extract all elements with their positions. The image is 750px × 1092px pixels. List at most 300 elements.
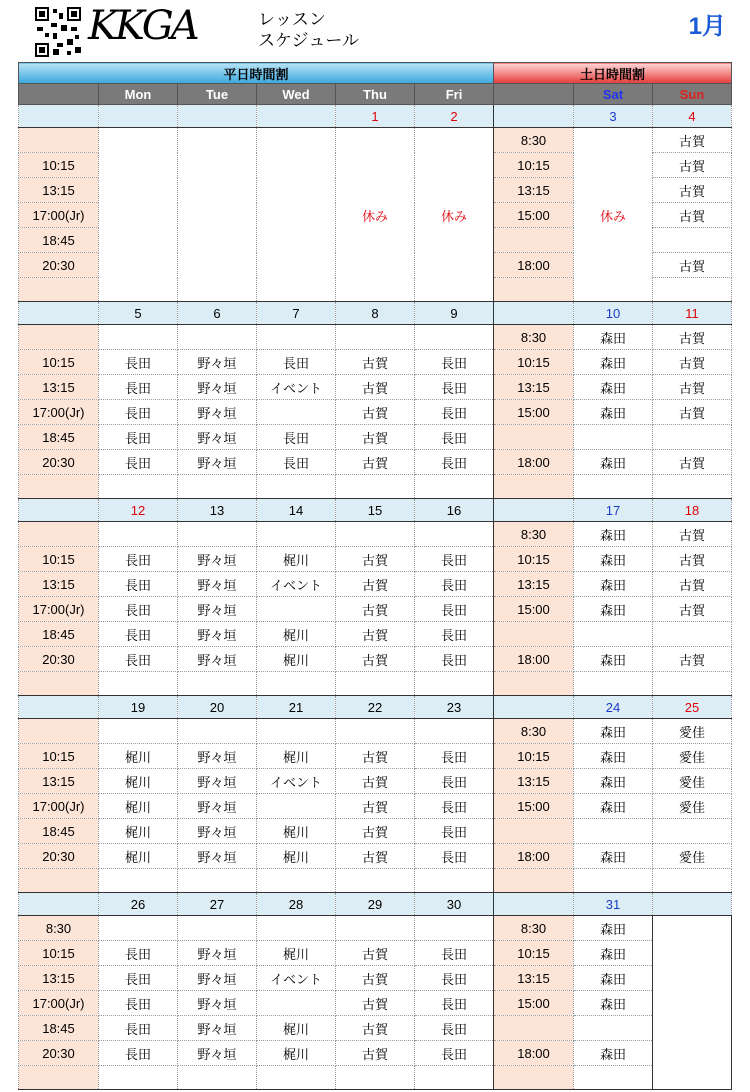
lesson-cell: 梶川 bbox=[257, 941, 336, 966]
time-slot-row bbox=[19, 719, 732, 744]
weekend-time-cell: 10:15 bbox=[494, 153, 574, 178]
date-cell bbox=[178, 105, 257, 128]
lesson-cell bbox=[336, 153, 415, 178]
lesson-cell bbox=[415, 522, 494, 547]
time-slot-row bbox=[19, 228, 732, 253]
lesson-cell: 森田 bbox=[574, 547, 653, 572]
lesson-cell bbox=[257, 475, 336, 499]
lesson-cell bbox=[336, 128, 415, 153]
date-cell bbox=[653, 893, 732, 916]
lesson-cell: イベント bbox=[257, 966, 336, 991]
lesson-cell bbox=[574, 1066, 653, 1090]
lesson-cell: 森田 bbox=[574, 916, 653, 941]
lesson-cell: 森田 bbox=[574, 1041, 653, 1066]
weekend-time-cell: 10:15 bbox=[494, 350, 574, 375]
lesson-cell bbox=[653, 991, 732, 1016]
lesson-cell: 野々垣 bbox=[178, 769, 257, 794]
lesson-cell bbox=[257, 203, 336, 228]
weekday-time-cell: 10:15 bbox=[19, 941, 99, 966]
lesson-cell bbox=[178, 719, 257, 744]
lesson-cell: 野々垣 bbox=[178, 744, 257, 769]
weekday-time-cell: 10:15 bbox=[19, 744, 99, 769]
date-cell: 4 bbox=[653, 105, 732, 128]
lesson-cell: 長田 bbox=[99, 375, 178, 400]
month-title: 1月 bbox=[688, 13, 726, 40]
lesson-cell: イベント bbox=[257, 375, 336, 400]
lesson-cell bbox=[257, 794, 336, 819]
date-cell: 2 bbox=[415, 105, 494, 128]
lesson-cell: 森田 bbox=[574, 597, 653, 622]
lesson-cell bbox=[574, 278, 653, 302]
lesson-cell: 古賀 bbox=[336, 941, 415, 966]
weekday-time-cell bbox=[19, 672, 99, 696]
lesson-cell: 古賀 bbox=[653, 547, 732, 572]
lesson-cell bbox=[415, 719, 494, 744]
lesson-cell: 森田 bbox=[574, 400, 653, 425]
lesson-cell: 古賀 bbox=[336, 572, 415, 597]
lesson-cell: 長田 bbox=[415, 547, 494, 572]
time-slot-row bbox=[19, 1016, 732, 1041]
lesson-cell bbox=[178, 278, 257, 302]
time-slot-row bbox=[19, 450, 732, 475]
day-thu: Thu bbox=[336, 84, 415, 105]
lesson-cell: 森田 bbox=[574, 325, 653, 350]
lesson-cell: 古賀 bbox=[336, 622, 415, 647]
date-cell: 20 bbox=[178, 696, 257, 719]
lesson-cell: 野々垣 bbox=[178, 572, 257, 597]
lesson-cell: 長田 bbox=[99, 547, 178, 572]
weekend-time-cell: 8:30 bbox=[494, 916, 574, 941]
lesson-cell: 野々垣 bbox=[178, 819, 257, 844]
date-cell: 5 bbox=[99, 302, 178, 325]
lesson-cell bbox=[257, 991, 336, 1016]
date-spacer bbox=[19, 499, 99, 522]
lesson-cell bbox=[99, 325, 178, 350]
lesson-cell: 長田 bbox=[99, 622, 178, 647]
weekend-time-cell: 15:00 bbox=[494, 203, 574, 228]
date-row bbox=[19, 893, 732, 916]
lesson-cell: 野々垣 bbox=[178, 425, 257, 450]
logo-subtitle: レッスン スケジュール bbox=[258, 10, 359, 51]
lesson-cell: 古賀 bbox=[336, 844, 415, 869]
lesson-cell: 森田 bbox=[574, 522, 653, 547]
date-spacer bbox=[494, 499, 574, 522]
weekday-time-cell: 13:15 bbox=[19, 572, 99, 597]
weekday-time-cell bbox=[19, 522, 99, 547]
lesson-cell: 長田 bbox=[415, 1041, 494, 1066]
lesson-cell bbox=[574, 475, 653, 499]
date-cell: 19 bbox=[99, 696, 178, 719]
lesson-cell: 愛佳 bbox=[653, 719, 732, 744]
lesson-cell: 長田 bbox=[99, 966, 178, 991]
lesson-cell: 休み bbox=[574, 203, 653, 228]
lesson-cell bbox=[653, 278, 732, 302]
date-row bbox=[19, 302, 732, 325]
lesson-cell bbox=[415, 1066, 494, 1090]
date-cell: 1 bbox=[336, 105, 415, 128]
lesson-cell: 梶川 bbox=[257, 1016, 336, 1041]
lesson-cell: 森田 bbox=[574, 350, 653, 375]
lesson-cell: 長田 bbox=[99, 941, 178, 966]
lesson-cell bbox=[336, 1066, 415, 1090]
lesson-cell: 古賀 bbox=[653, 450, 732, 475]
time-slot-row bbox=[19, 572, 732, 597]
weekend-time-cell: 13:15 bbox=[494, 178, 574, 203]
lesson-cell bbox=[415, 278, 494, 302]
lesson-cell: 梶川 bbox=[99, 769, 178, 794]
lesson-cell: 古賀 bbox=[336, 794, 415, 819]
lesson-cell: 長田 bbox=[99, 572, 178, 597]
lesson-cell: 古賀 bbox=[336, 769, 415, 794]
date-cell: 12 bbox=[99, 499, 178, 522]
date-spacer bbox=[19, 696, 99, 719]
lesson-cell bbox=[336, 325, 415, 350]
time-slot-row bbox=[19, 844, 732, 869]
date-cell: 9 bbox=[415, 302, 494, 325]
weekend-time-cell: 13:15 bbox=[494, 572, 574, 597]
weekday-time-cell bbox=[19, 1066, 99, 1090]
date-cell: 11 bbox=[653, 302, 732, 325]
lesson-cell: 長田 bbox=[99, 425, 178, 450]
lesson-cell: 古賀 bbox=[653, 203, 732, 228]
time-slot-row bbox=[19, 153, 732, 178]
lesson-cell: 古賀 bbox=[653, 253, 732, 278]
lesson-cell bbox=[257, 672, 336, 696]
lesson-cell: 古賀 bbox=[653, 572, 732, 597]
time-slot-row bbox=[19, 475, 732, 499]
weekday-time-cell bbox=[19, 325, 99, 350]
time-slot-row bbox=[19, 991, 732, 1016]
time-slot-row bbox=[19, 253, 732, 278]
time-slot-row bbox=[19, 325, 732, 350]
weekday-time-cell: 18:45 bbox=[19, 228, 99, 253]
date-cell: 31 bbox=[574, 893, 653, 916]
lesson-cell: 古賀 bbox=[336, 991, 415, 1016]
lesson-cell: 森田 bbox=[574, 769, 653, 794]
lesson-cell bbox=[653, 425, 732, 450]
time-slot-row bbox=[19, 647, 732, 672]
weekday-time-cell: 18:45 bbox=[19, 819, 99, 844]
lesson-cell bbox=[574, 228, 653, 253]
weekend-time-cell bbox=[494, 228, 574, 253]
lesson-cell: 長田 bbox=[415, 622, 494, 647]
lesson-cell bbox=[99, 253, 178, 278]
weekday-time-cell bbox=[19, 128, 99, 153]
lesson-cell bbox=[653, 966, 732, 991]
date-cell: 22 bbox=[336, 696, 415, 719]
date-cell bbox=[257, 105, 336, 128]
date-cell: 6 bbox=[178, 302, 257, 325]
weekend-time-cell bbox=[494, 1016, 574, 1041]
lesson-cell bbox=[574, 622, 653, 647]
qr-code-icon[interactable] bbox=[33, 5, 83, 59]
lesson-cell: イベント bbox=[257, 572, 336, 597]
lesson-cell: 古賀 bbox=[336, 350, 415, 375]
weekend-time-cell bbox=[494, 672, 574, 696]
lesson-cell bbox=[257, 869, 336, 893]
weekday-time-cell: 8:30 bbox=[19, 916, 99, 941]
lesson-cell bbox=[653, 1041, 732, 1066]
lesson-cell: 長田 bbox=[415, 966, 494, 991]
weekend-time-cell: 10:15 bbox=[494, 941, 574, 966]
logo: KKGA bbox=[88, 3, 197, 49]
time-slot-row bbox=[19, 966, 732, 991]
lesson-cell bbox=[257, 597, 336, 622]
day-header-row bbox=[19, 84, 732, 105]
lesson-cell: 森田 bbox=[574, 966, 653, 991]
lesson-cell: 古賀 bbox=[653, 597, 732, 622]
time-slot-row bbox=[19, 819, 732, 844]
lesson-cell bbox=[178, 916, 257, 941]
time-slot-row bbox=[19, 400, 732, 425]
lesson-cell bbox=[574, 819, 653, 844]
weekday-time-cell: 13:15 bbox=[19, 966, 99, 991]
weekday-time-cell bbox=[19, 719, 99, 744]
lesson-cell: 長田 bbox=[99, 1041, 178, 1066]
lesson-cell bbox=[574, 253, 653, 278]
lesson-cell: 梶川 bbox=[257, 819, 336, 844]
lesson-cell: 梶川 bbox=[257, 647, 336, 672]
date-cell: 16 bbox=[415, 499, 494, 522]
lesson-cell: 梶川 bbox=[257, 1041, 336, 1066]
weekend-time-cell: 15:00 bbox=[494, 400, 574, 425]
lesson-cell bbox=[257, 325, 336, 350]
lesson-cell: 森田 bbox=[574, 450, 653, 475]
weekend-time-cell: 18:00 bbox=[494, 647, 574, 672]
lesson-cell: 野々垣 bbox=[178, 941, 257, 966]
lesson-cell: 古賀 bbox=[336, 597, 415, 622]
weekday-time-cell: 20:30 bbox=[19, 647, 99, 672]
lesson-cell bbox=[178, 1066, 257, 1090]
day-sat: Sat bbox=[574, 84, 653, 105]
lesson-cell: 野々垣 bbox=[178, 400, 257, 425]
weekend-time-cell: 13:15 bbox=[494, 769, 574, 794]
header bbox=[0, 0, 750, 62]
lesson-cell: 古賀 bbox=[336, 375, 415, 400]
lesson-cell bbox=[99, 203, 178, 228]
lesson-cell bbox=[99, 178, 178, 203]
lesson-cell bbox=[574, 672, 653, 696]
lesson-cell: 森田 bbox=[574, 794, 653, 819]
lesson-cell: 古賀 bbox=[336, 819, 415, 844]
lesson-cell bbox=[653, 228, 732, 253]
lesson-cell bbox=[178, 128, 257, 153]
date-row bbox=[19, 499, 732, 522]
weekday-time-cell: 17:00(Jr) bbox=[19, 794, 99, 819]
lesson-cell bbox=[99, 672, 178, 696]
date-cell: 10 bbox=[574, 302, 653, 325]
lesson-cell bbox=[336, 869, 415, 893]
date-spacer bbox=[19, 893, 99, 916]
schedule-table bbox=[18, 62, 732, 1090]
lesson-cell bbox=[336, 278, 415, 302]
weekday-time-cell bbox=[19, 278, 99, 302]
lesson-cell: 長田 bbox=[415, 744, 494, 769]
lesson-cell: 梶川 bbox=[99, 794, 178, 819]
day-tue: Tue bbox=[178, 84, 257, 105]
weekend-time-cell bbox=[494, 622, 574, 647]
lesson-cell: 長田 bbox=[415, 794, 494, 819]
lesson-cell bbox=[257, 278, 336, 302]
weekend-time-cell: 13:15 bbox=[494, 966, 574, 991]
time-slot-row bbox=[19, 869, 732, 893]
lesson-cell bbox=[336, 228, 415, 253]
lesson-cell: 梶川 bbox=[257, 844, 336, 869]
lesson-cell: 古賀 bbox=[336, 966, 415, 991]
lesson-cell bbox=[178, 869, 257, 893]
weekday-time-cell bbox=[19, 475, 99, 499]
lesson-cell bbox=[336, 916, 415, 941]
lesson-cell bbox=[99, 228, 178, 253]
lesson-cell: 森田 bbox=[574, 572, 653, 597]
day-sun: Sun bbox=[653, 84, 732, 105]
lesson-cell bbox=[178, 153, 257, 178]
lesson-cell bbox=[99, 278, 178, 302]
lesson-cell bbox=[178, 203, 257, 228]
lesson-cell: 長田 bbox=[415, 375, 494, 400]
lesson-cell: 古賀 bbox=[336, 1016, 415, 1041]
time-slot-row bbox=[19, 425, 732, 450]
lesson-cell: 梶川 bbox=[257, 744, 336, 769]
weekday-time-cell: 18:45 bbox=[19, 1016, 99, 1041]
weekend-time-cell bbox=[494, 1066, 574, 1090]
date-row bbox=[19, 696, 732, 719]
time-slot-row bbox=[19, 672, 732, 696]
lesson-cell bbox=[574, 869, 653, 893]
lesson-cell bbox=[99, 1066, 178, 1090]
date-cell: 26 bbox=[99, 893, 178, 916]
lesson-cell bbox=[178, 325, 257, 350]
lesson-cell bbox=[99, 869, 178, 893]
time-slot-row bbox=[19, 941, 732, 966]
lesson-cell bbox=[653, 1066, 732, 1090]
weekend-time-cell: 18:00 bbox=[494, 844, 574, 869]
weekend-time-cell: 18:00 bbox=[494, 253, 574, 278]
lesson-cell bbox=[336, 253, 415, 278]
lesson-cell bbox=[415, 228, 494, 253]
lesson-cell bbox=[653, 916, 732, 941]
lesson-cell: 梶川 bbox=[257, 547, 336, 572]
lesson-cell: 長田 bbox=[415, 941, 494, 966]
lesson-cell: 休み bbox=[336, 203, 415, 228]
time-slot-row bbox=[19, 547, 732, 572]
lesson-cell: 野々垣 bbox=[178, 547, 257, 572]
lesson-cell: 野々垣 bbox=[178, 647, 257, 672]
lesson-cell bbox=[415, 178, 494, 203]
lesson-cell: 長田 bbox=[99, 647, 178, 672]
lesson-cell bbox=[653, 1016, 732, 1041]
lesson-cell bbox=[574, 128, 653, 153]
lesson-cell: 野々垣 bbox=[178, 991, 257, 1016]
lesson-cell bbox=[415, 253, 494, 278]
lesson-cell: 古賀 bbox=[653, 178, 732, 203]
lesson-cell bbox=[257, 1066, 336, 1090]
lesson-cell: 森田 bbox=[574, 744, 653, 769]
lesson-cell: 古賀 bbox=[336, 450, 415, 475]
lesson-cell: 長田 bbox=[415, 425, 494, 450]
lesson-cell: 休み bbox=[415, 203, 494, 228]
band-row bbox=[19, 63, 732, 84]
lesson-cell: 野々垣 bbox=[178, 450, 257, 475]
lesson-cell: 長田 bbox=[415, 1016, 494, 1041]
lesson-cell: 梶川 bbox=[99, 844, 178, 869]
time-slot-row bbox=[19, 916, 732, 941]
lesson-cell bbox=[336, 719, 415, 744]
lesson-cell: 愛佳 bbox=[653, 844, 732, 869]
weekday-time-cell: 10:15 bbox=[19, 350, 99, 375]
lesson-cell: 愛佳 bbox=[653, 794, 732, 819]
time-slot-row bbox=[19, 622, 732, 647]
time-slot-row bbox=[19, 1066, 732, 1090]
weekend-time-cell: 15:00 bbox=[494, 794, 574, 819]
date-cell: 27 bbox=[178, 893, 257, 916]
lesson-cell bbox=[574, 1016, 653, 1041]
lesson-cell: 野々垣 bbox=[178, 966, 257, 991]
lesson-cell: 長田 bbox=[415, 844, 494, 869]
lesson-cell bbox=[257, 719, 336, 744]
day-wed: Wed bbox=[257, 84, 336, 105]
lesson-cell: 野々垣 bbox=[178, 844, 257, 869]
date-cell: 24 bbox=[574, 696, 653, 719]
lesson-cell bbox=[99, 719, 178, 744]
lesson-cell: 梶川 bbox=[99, 744, 178, 769]
weekday-time-cell: 18:45 bbox=[19, 425, 99, 450]
time-slot-row bbox=[19, 350, 732, 375]
lesson-cell: 梶川 bbox=[257, 622, 336, 647]
lesson-cell: 長田 bbox=[415, 350, 494, 375]
lesson-cell: 長田 bbox=[257, 425, 336, 450]
date-spacer bbox=[19, 302, 99, 325]
lesson-cell: 長田 bbox=[257, 450, 336, 475]
weekend-time-cell bbox=[494, 425, 574, 450]
weekday-time-cell: 17:00(Jr) bbox=[19, 991, 99, 1016]
lesson-cell: 古賀 bbox=[653, 350, 732, 375]
lesson-cell: 古賀 bbox=[336, 400, 415, 425]
date-cell: 18 bbox=[653, 499, 732, 522]
lesson-cell: 長田 bbox=[99, 350, 178, 375]
lesson-cell: 愛佳 bbox=[653, 744, 732, 769]
date-cell: 15 bbox=[336, 499, 415, 522]
lesson-cell bbox=[99, 153, 178, 178]
lesson-cell: 長田 bbox=[415, 400, 494, 425]
time-slot-row bbox=[19, 278, 732, 302]
weekday-time-cell: 10:15 bbox=[19, 547, 99, 572]
lesson-cell bbox=[415, 325, 494, 350]
weekend-time-header bbox=[494, 84, 574, 105]
lesson-cell: 野々垣 bbox=[178, 1041, 257, 1066]
lesson-cell: 森田 bbox=[574, 375, 653, 400]
lesson-cell bbox=[257, 128, 336, 153]
weekday-time-cell: 13:15 bbox=[19, 178, 99, 203]
day-fri: Fri bbox=[415, 84, 494, 105]
lesson-cell: 古賀 bbox=[336, 744, 415, 769]
lesson-cell: 古賀 bbox=[653, 128, 732, 153]
time-slot-row bbox=[19, 178, 732, 203]
weekend-time-cell bbox=[494, 819, 574, 844]
lesson-cell bbox=[574, 178, 653, 203]
lesson-cell bbox=[415, 153, 494, 178]
weekday-time-cell: 17:00(Jr) bbox=[19, 597, 99, 622]
weekend-time-cell: 10:15 bbox=[494, 547, 574, 572]
date-cell: 13 bbox=[178, 499, 257, 522]
date-cell: 14 bbox=[257, 499, 336, 522]
date-cell: 30 bbox=[415, 893, 494, 916]
lesson-cell: 長田 bbox=[415, 819, 494, 844]
date-spacer bbox=[494, 696, 574, 719]
lesson-cell bbox=[415, 869, 494, 893]
weekend-band: 土日時間割 bbox=[494, 63, 732, 84]
weekday-time-cell: 10:15 bbox=[19, 153, 99, 178]
